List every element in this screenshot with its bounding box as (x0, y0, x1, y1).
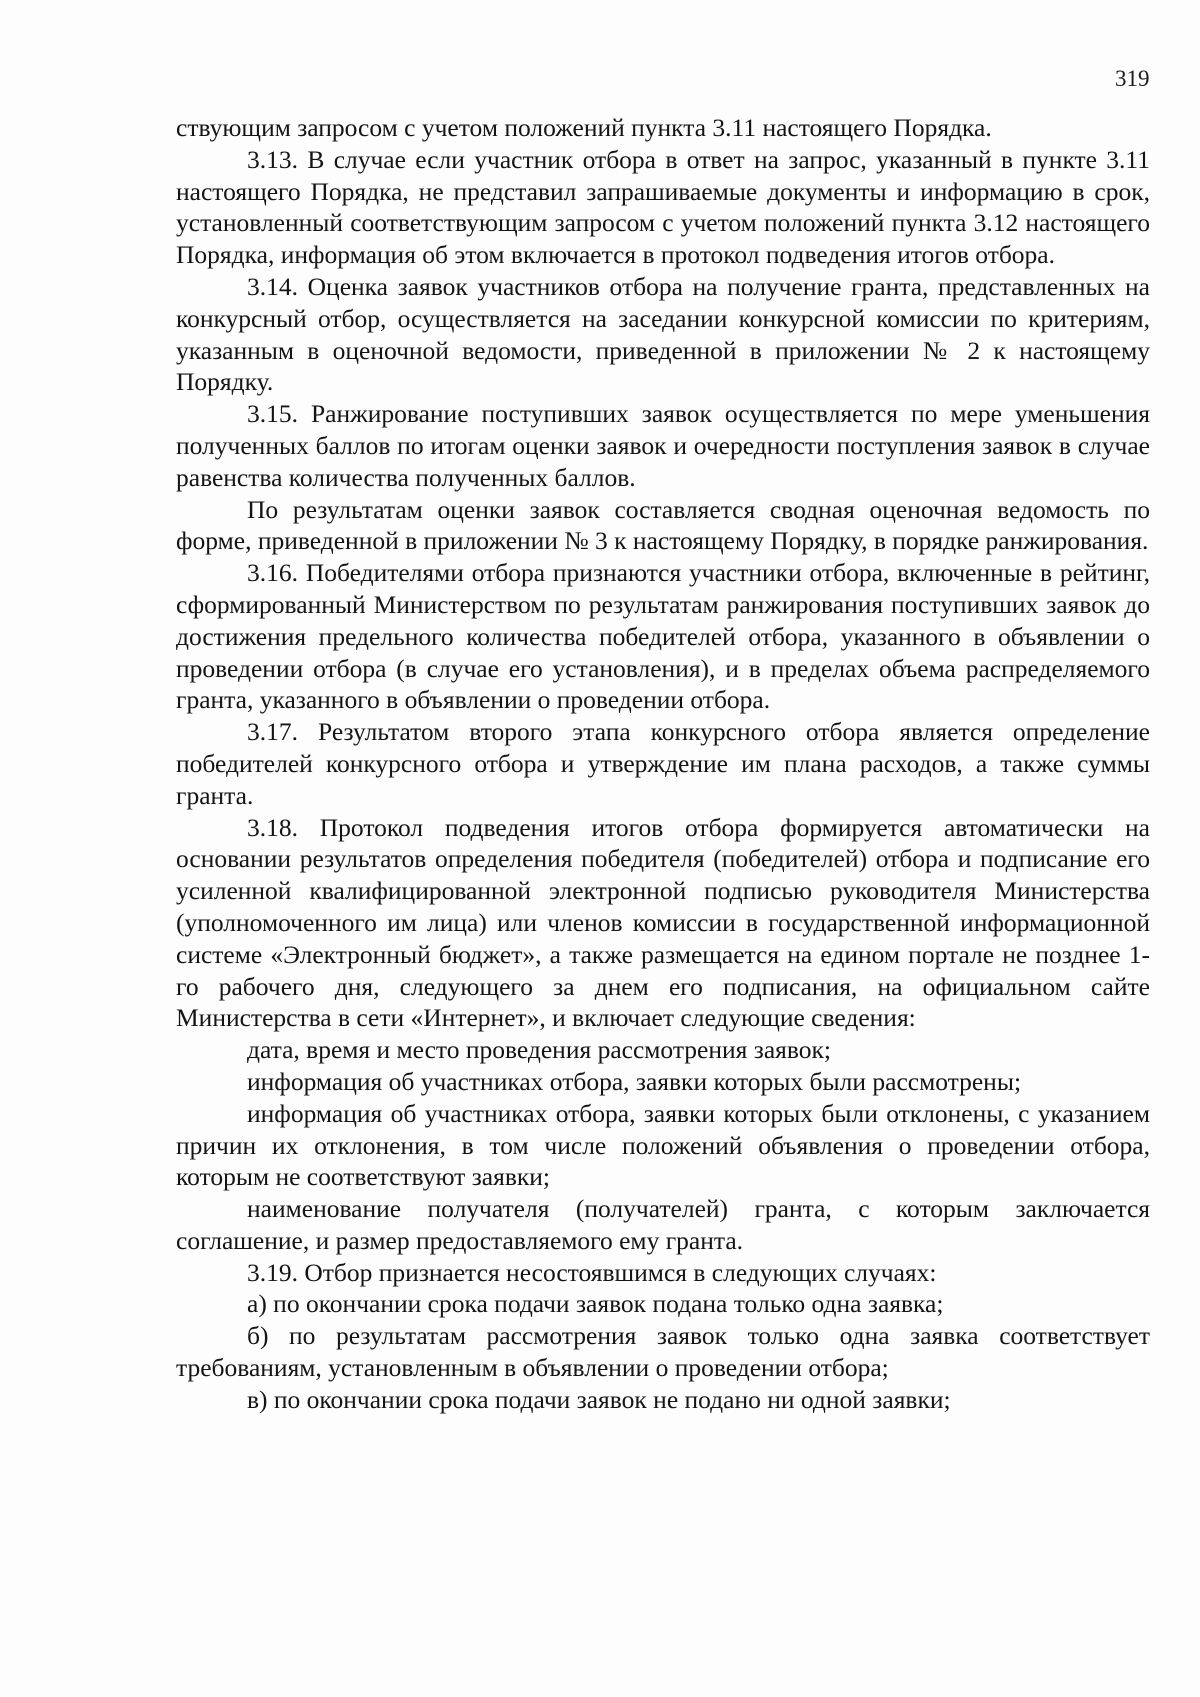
paragraph-3-14: 3.14. Оценка заявок участников отбора на получение гранта, представленных на конкурсный отбор, осуществляется на заседании конкурсной комиссии по критериям, указанным в оценочной ведомости, приведенной в приложении № 2 к настоящему Порядку. (176, 271, 1150, 397)
list-item: информация об участниках отбора, заявки которых были отклонены, с указанием причин их отклонения, в том числе положений объявления о проведении отбора, которым не соответствуют заявки; (176, 1098, 1150, 1192)
paragraph-3-17: 3.17. Результатом второго этапа конкурсного отбора является определение победителей конкурсного отбора и утверждение им плана расходов, а также суммы гранта. (176, 717, 1150, 810)
list-item: а) по окончании срока подачи заявок подана только одна заявка; (247, 1289, 944, 1319)
page-number: 319 (1115, 66, 1150, 91)
paragraph-3-13: 3.13. В случае если участник отбора в ответ на запрос, указанный в пункте 3.11 настоящего Порядка, не представил запрашиваемые документы и информацию в срок, установленный соответствующим запросом с учетом положений пункта 3.12 настоящего Порядка, информация об этом включается в протокол подведения итогов отбора. (176, 144, 1150, 270)
document-body (176, 112, 1150, 1416)
list-item: информация об участниках отбора, заявки которых были рассмотрены; (247, 1066, 1022, 1096)
list-item: дата, время и место проведения рассмотрения заявок; (247, 1035, 831, 1065)
list-item: б) по результатам рассмотрения заявок только одна заявка соответствует требованиям, установленным в объявлении о проведении отбора; (176, 1321, 1150, 1383)
paragraph: ствующим запросом с учетом положений пункта 3.11 настоящего Порядка. (176, 113, 992, 142)
paragraph-3-18: 3.18. Протокол подведения итогов отбора формируется автоматически на основании результатов определения победителя (победителей) отбора и подписание его усиленной квалифицированной электронной подписью руководителя Министерства (уполномоченного им лица) или членов комиссии в государственной информационной системе «Электронный бюджет», а также размещается на едином портале не позднее 1-го рабочего дня, следующего за днем его подписания, на официальном сайте Министерства в сети «Интернет», и включает следующие сведения: (176, 812, 1150, 1033)
paragraph-3-19: 3.19. Отбор признается несостоявшимся в следующих случаях: (247, 1257, 937, 1287)
paragraph-3-15: 3.15. Ранжирование поступивших заявок осуществляется по мере уменьшения полученных баллов по итогам оценки заявок и очередности поступления заявок в случае равенства количества полученных баллов. (176, 399, 1150, 492)
list-item: наименование получателя (получателей) гранта, с которым заключается соглашение, и размер предоставляемого ему гранта. (176, 1194, 1150, 1255)
paragraph-3-16: 3.16. Победителями отбора признаются участники отбора, включенные в рейтинг, сформированный Министерством по результатам ранжирования поступивших заявок до достижения предельного количества победителей отбора, указанного в объявлении о проведении отбора (в случае его установления), и в пределах объема распределяемого гранта, указанного в объявлении о проведении отбора. (176, 558, 1150, 715)
paragraph: По результатам оценки заявок составляется сводная оценочная ведомость по форме, приведенной в приложении № 3 к настоящему Порядку, в порядке ранжирования. (176, 494, 1150, 556)
list-item: в) по окончании срока подачи заявок не подано ни одной заявки; (247, 1384, 951, 1414)
